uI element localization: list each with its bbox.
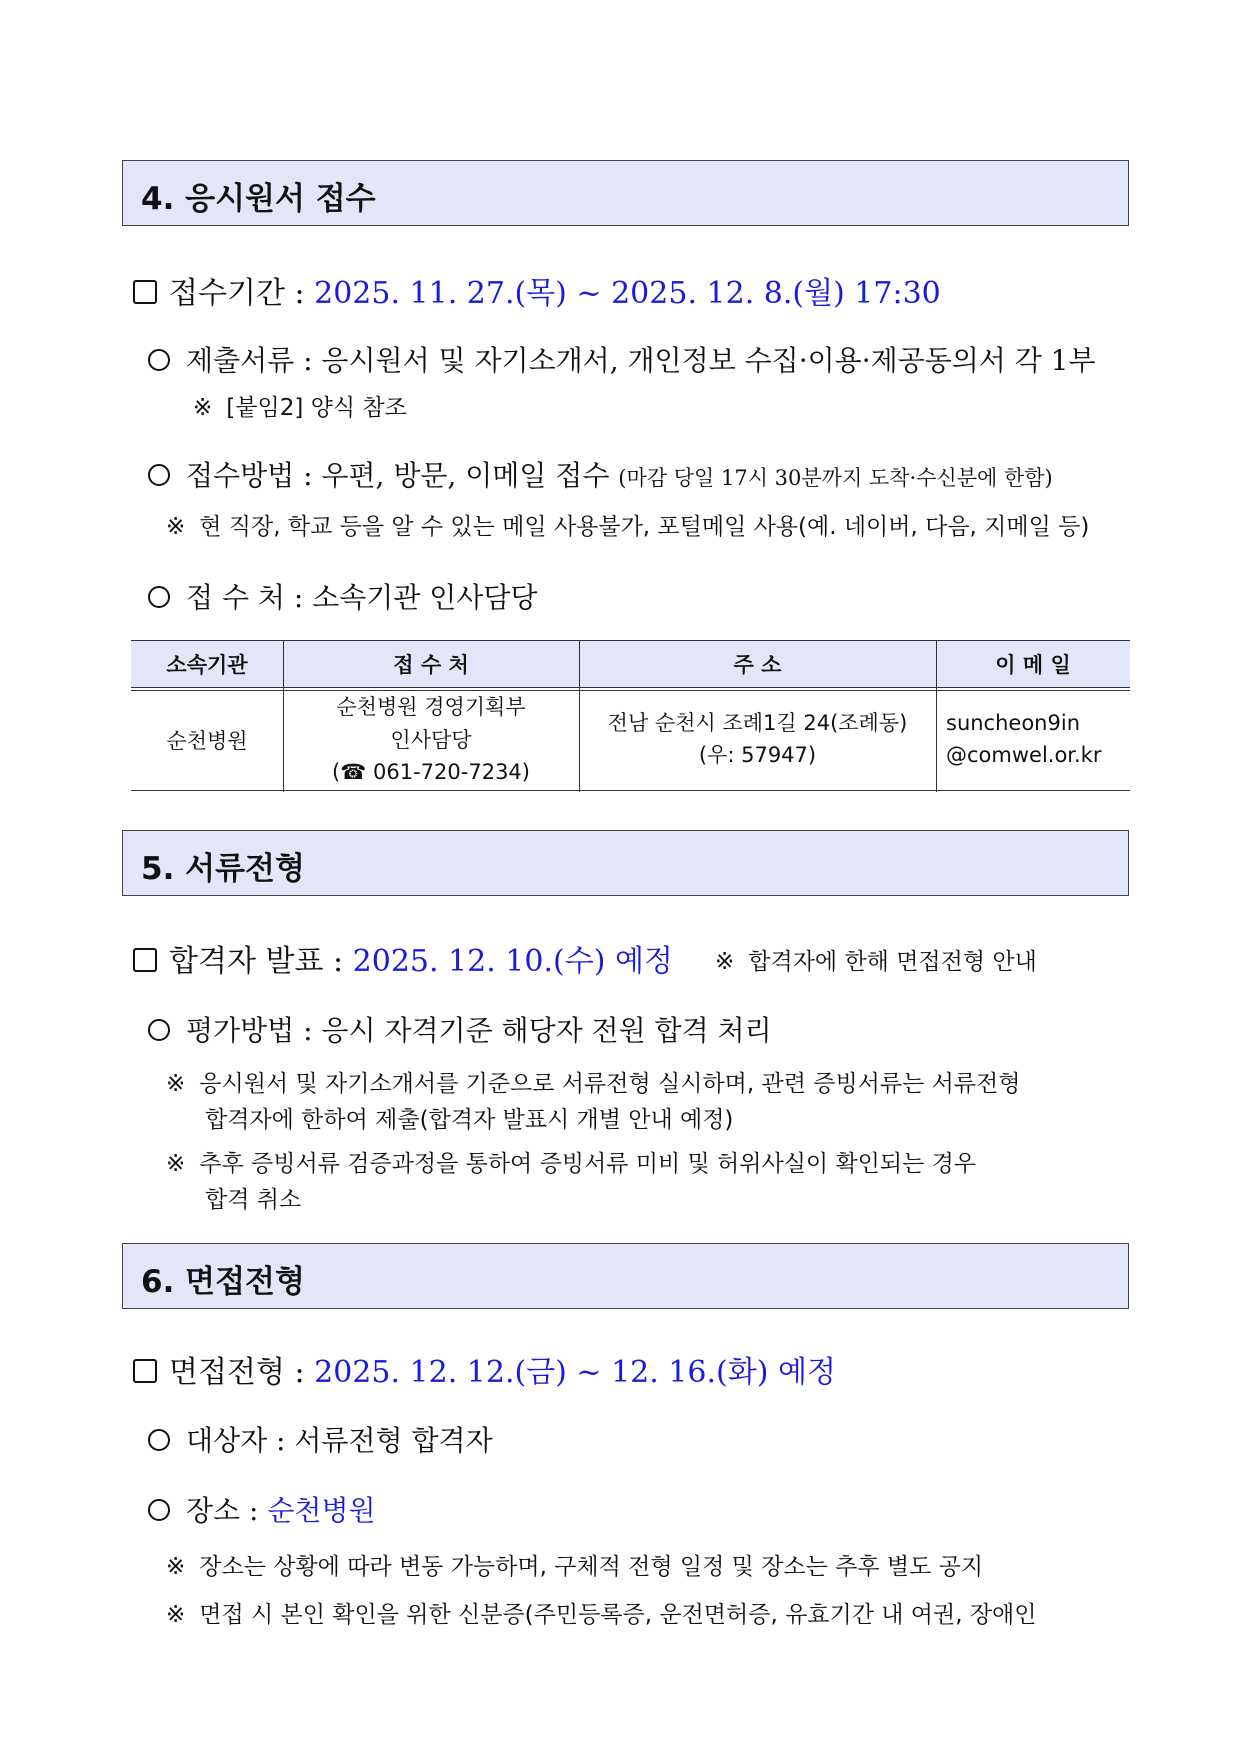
section-4-header [122,160,1129,226]
table-bottom-border [131,790,1130,791]
interview-period-line [133,1347,836,1391]
section-5-title: 5. 서류전형 [141,851,305,887]
method-note-text: 현 직장, 학교 등을 알 수 있는 메일 사용불가, 포털메일 사용(예. 네이버, 다음, 지메일 등) [199,514,1090,540]
checkbox-square-icon [133,948,157,972]
table-cell-office-line1: 순천병원 경영기획부 [336,695,526,719]
doc-screening-note-2-line2: 합격 취소 [205,1187,302,1213]
table-cell-email-line2: @comwel.or.kr [946,743,1102,767]
interview-venue-label: 장소 : [186,1494,259,1527]
interview-note-1 [166,1548,983,1581]
reference-mark-icon: ※ [166,1554,186,1580]
reception-office-line [148,576,537,616]
section-6-title: 6. 면접전형 [141,1264,305,1300]
reception-table [131,640,1130,792]
interview-target-text: 대상자 : 서류전형 합격자 [186,1424,493,1457]
table-cell-office-line2: 인사담당 [390,728,472,752]
section-5-header [122,830,1129,896]
announcement-label: 합격자 발표 : [169,944,344,979]
application-period-line [133,268,941,312]
reference-mark-icon: ※ [193,395,213,421]
header-double-line [131,687,1130,691]
doc-screening-note-2 [166,1145,976,1178]
reference-mark-icon: ※ [166,1151,186,1177]
doc-screening-note-1-line1: 응시원서 및 자기소개서를 기준으로 서류전형 실시하며, 관련 증빙서류는 서류전형 [199,1071,1021,1097]
evaluation-method-text: 평가방법 : 응시 자격기준 해당자 전원 합격 처리 [186,1014,772,1047]
evaluation-method-line [148,1009,772,1049]
interview-note-1-text: 장소는 상황에 따라 변동 가능하며, 구체적 전형 일정 및 장소는 추후 별도 공지 [199,1554,984,1580]
reception-office-text: 접 수 처 : 소속기관 인사담당 [186,581,538,614]
announcement-line [133,936,673,980]
method-note [166,508,1089,541]
application-period-value: 2025. 11. 27.(목) ~ 2025. 12. 8.(월) 17:30 [314,276,941,311]
application-period-label: 접수기간 : [169,276,305,311]
circle-bullet-icon [148,464,170,486]
checkbox-square-icon [133,1359,157,1383]
table-header-org: 소속기관 [166,653,248,677]
table-cell-office-phone: (☎ 061-720-7234) [332,760,530,784]
table-header-address: 주 소 [733,653,782,677]
announcement-note [715,943,1037,976]
interview-note-2-text: 면접 시 본인 확인을 위한 신분증(주민등록증, 운전면허증, 유효기간 내 여권, 장애인 [199,1602,1037,1628]
section-6-header [122,1243,1129,1309]
table-header-office: 접 수 처 [393,653,469,677]
table-cell-address-line1: 전남 순천시 조례1길 24(조례동) [607,711,908,735]
reference-mark-icon: ※ [166,514,186,540]
reference-mark-icon: ※ [715,949,735,975]
table-cell-org: 순천병원 [166,729,248,753]
table-header-email: 이 메 일 [995,653,1071,677]
circle-bullet-icon [148,1429,170,1451]
section-4-title: 4. 응시원서 접수 [141,181,376,217]
circle-bullet-icon [148,1499,170,1521]
circle-bullet-icon [148,1019,170,1041]
submission-docs-text: 제출서류 : 응시원서 및 자기소개서, 개인정보 수집·이용·제공동의서 각 1부 [186,344,1096,377]
announcement-value: 2025. 12. 10.(수) 예정 [352,944,673,979]
checkbox-square-icon [133,280,157,304]
interview-target-line [148,1419,493,1459]
table-cell-address-line2: (우: 57947) [698,743,817,767]
docs-note-text: [붙임2] 양식 참조 [226,395,407,421]
docs-note [193,389,407,422]
doc-screening-note-1-line2: 합격자에 한하여 제출(합격자 발표시 개별 안내 예정) [205,1107,734,1133]
reference-mark-icon: ※ [166,1602,186,1628]
reference-mark-icon: ※ [166,1071,186,1097]
doc-screening-note-1 [166,1065,1021,1098]
submission-method-line [148,454,1053,494]
doc-screening-note-2-line1: 추후 증빙서류 검증과정을 통하여 증빙서류 미비 및 허위사실이 확인되는 경우 [199,1151,977,1177]
submission-method-deadline: (마감 당일 17시 30분까지 도착·수신분에 한함) [618,466,1053,490]
table-cell-email-line1: suncheon9in [946,711,1080,735]
submission-docs-line [148,339,1096,379]
announcement-note-text: 합격자에 한해 면접전형 안내 [748,949,1037,975]
interview-period-label: 면접전형 : [169,1355,305,1390]
interview-venue-value: 순천병원 [267,1494,376,1527]
interview-venue-line [148,1489,376,1529]
circle-bullet-icon [148,586,170,608]
interview-period-value: 2025. 12. 12.(금) ~ 12. 16.(화) 예정 [314,1355,836,1390]
submission-method-text: 접수방법 : 우편, 방문, 이메일 접수 [186,459,610,492]
circle-bullet-icon [148,349,170,371]
interview-note-2 [166,1596,1037,1629]
